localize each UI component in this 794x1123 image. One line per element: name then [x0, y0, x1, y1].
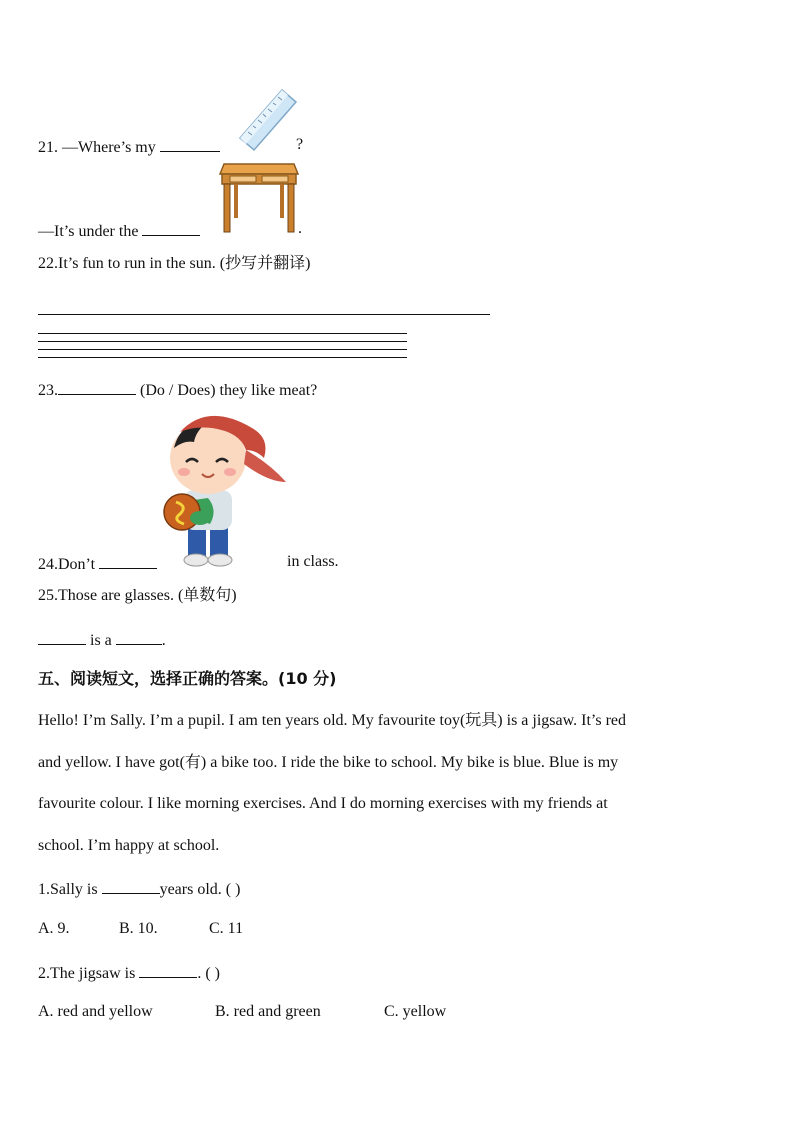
reading-q1-stem-pre: 1.Sally is: [38, 881, 98, 898]
q25-prompt: 25.Those are glasses. (单数句): [38, 587, 237, 604]
q24-prompt: 24.Don’t: [38, 556, 96, 573]
reading-q1-option-b[interactable]: B. 10.: [119, 920, 158, 937]
reading-q1-option-c[interactable]: C. 11: [209, 920, 244, 937]
reading-q1-stem: [38, 879, 240, 898]
q22-writing-line-4[interactable]: [38, 357, 407, 358]
q21-question-mark: ?: [296, 136, 304, 153]
reading-q1-stem-post: years old. ( ): [159, 881, 241, 898]
ruler-icon: [236, 88, 298, 152]
reading-q2-option-a[interactable]: A. red and yellow: [38, 1003, 153, 1020]
q21-number: 21.: [38, 139, 58, 156]
q25-answer-mid: is a: [90, 632, 112, 649]
q23-blank[interactable]: [58, 380, 136, 395]
q25-blank-2[interactable]: [116, 630, 162, 645]
q21-period: .: [298, 220, 302, 237]
q22-prompt: 22.It’s fun to run in the sun. (抄写并翻译): [38, 255, 311, 272]
passage-line-4: school. I’m happy at school.: [38, 837, 220, 854]
reading-q2-blank[interactable]: [139, 963, 197, 978]
q22-writing-line-1[interactable]: [38, 333, 407, 334]
q21-answer-prompt: —It’s under the: [38, 223, 139, 240]
passage-line-2: and yellow. I have got(有) a bike too. I ride the bike to school. My bike is blue. Blue is my: [38, 754, 619, 771]
reading-q2-stem-post: . ( ): [197, 965, 220, 982]
reading-q2-option-c[interactable]: C. yellow: [384, 1003, 447, 1020]
q21-line2: [38, 221, 200, 240]
q23-text: (Do / Does) they like meat?: [140, 382, 318, 399]
q21-blank-1[interactable]: [160, 137, 220, 152]
reading-q2-option-b[interactable]: B. red and green: [215, 1003, 321, 1020]
q23-number: 23.: [38, 382, 58, 399]
reading-q1-blank[interactable]: [102, 879, 160, 894]
q23-line: [38, 380, 317, 399]
q25-answer-line: [38, 630, 166, 649]
passage-line-3: favourite colour. I like morning exercises. And I do morning exercises with my friends at: [38, 795, 608, 812]
q24-end: in class.: [287, 553, 339, 570]
q25-blank-1[interactable]: [38, 630, 86, 645]
passage-line-1: Hello! I’m Sally. I’m a pupil. I am ten years old. My favourite toy(玩具) is a jigsaw. It’s red: [38, 712, 627, 729]
q24-blank[interactable]: [99, 554, 157, 569]
q25-answer-end: .: [161, 632, 166, 649]
q22-copy-line[interactable]: [38, 314, 490, 315]
reading-q2-stem: [38, 963, 220, 982]
reading-q2-stem-pre: 2.The jigsaw is: [38, 965, 136, 982]
section5-title: 五、阅读短文，选择正确的答案。(10 分): [38, 669, 337, 688]
q22-writing-line-2[interactable]: [38, 341, 407, 342]
desk-icon: [218, 162, 300, 234]
boy-basketball-icon: [160, 408, 290, 568]
q21-blank-2[interactable]: [142, 221, 200, 236]
q21-line1: [38, 137, 220, 156]
q21-question: —Where’s my: [62, 139, 156, 156]
reading-q1-option-a[interactable]: A. 9.: [38, 920, 70, 937]
q24-line: [38, 554, 157, 573]
q22-writing-line-3[interactable]: [38, 349, 407, 350]
